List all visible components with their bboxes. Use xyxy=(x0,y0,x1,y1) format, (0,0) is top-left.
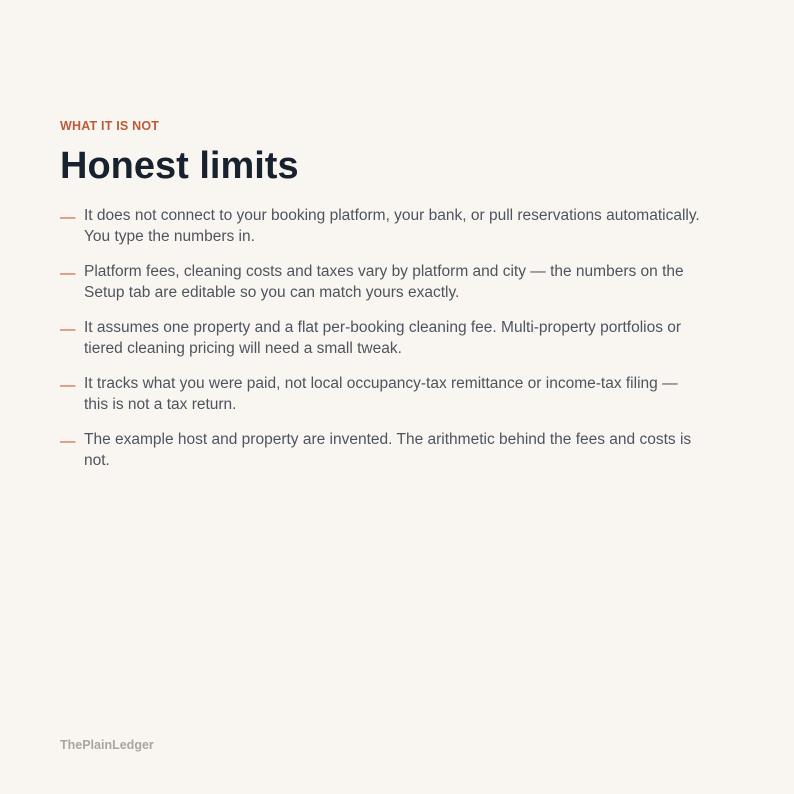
page-title: Honest limits xyxy=(60,145,299,187)
dash-icon: — xyxy=(60,433,76,450)
list-item xyxy=(60,373,700,415)
limit-text: It does not connect to your booking platform, your bank, or pull reservations automatically. You type the numbers in. xyxy=(84,207,700,245)
dash-icon: — xyxy=(60,209,76,226)
list-item xyxy=(60,261,700,303)
list-item xyxy=(60,317,700,359)
dash-icon: — xyxy=(60,377,76,394)
brand-name: ThePlainLedger xyxy=(60,738,154,752)
limits-list xyxy=(60,205,700,471)
limit-text: The example host and property are invented. The arithmetic behind the fees and costs is not. xyxy=(84,431,692,469)
dash-icon: — xyxy=(60,265,76,282)
list-item xyxy=(60,429,700,471)
list-item xyxy=(60,205,700,247)
limits-section xyxy=(60,119,700,485)
limit-text: It assumes one property and a flat per-booking cleaning fee. Multi-property portfolios or tiered cleaning pricing will need a small tweak. xyxy=(84,319,682,357)
section-eyebrow: WHAT IT IS NOT xyxy=(60,119,160,133)
limit-text: It tracks what you were paid, not local occupancy-tax remittance or income-tax filing — this is not a tax return. xyxy=(84,375,678,413)
limit-text: Platform fees, cleaning costs and taxes vary by platform and city — the numbers on the Setup tab are editable so you can match yours exactly. xyxy=(84,263,684,301)
dash-icon: — xyxy=(60,321,76,338)
